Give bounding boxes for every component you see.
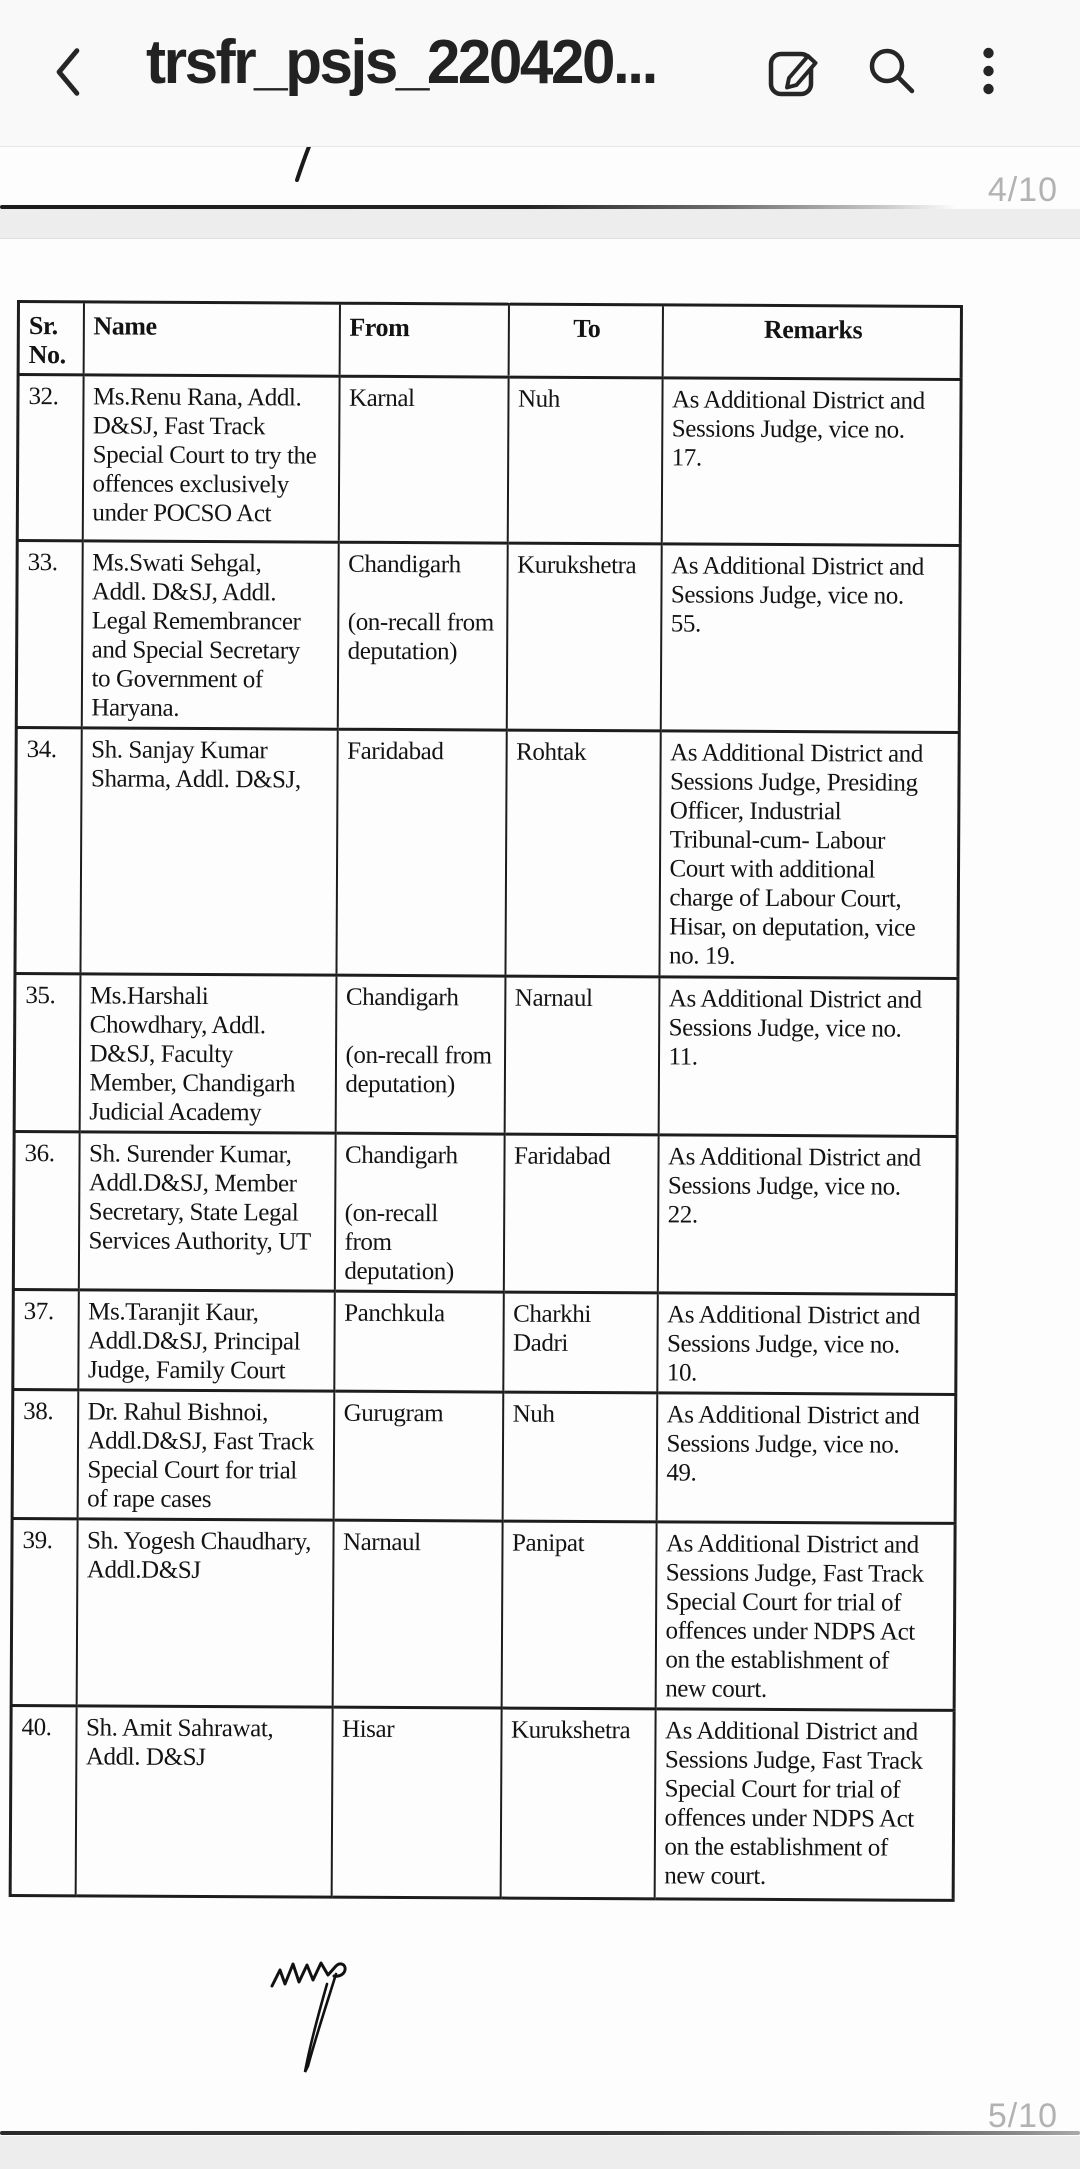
transfer-table	[9, 300, 963, 1902]
app-bar	[0, 0, 1080, 147]
search-button[interactable]	[866, 45, 920, 99]
back-button[interactable]	[52, 44, 84, 100]
cell-remarks: As Additional District and Sessions Judge, vice no. 49.	[656, 1393, 956, 1524]
cell-name: Sh. Amit Sahrawat, Addl. D&SJ	[75, 1706, 332, 1897]
cell-sr: 36.	[13, 1131, 79, 1289]
cell-sr: 38.	[12, 1389, 78, 1518]
cell-from: Gurugram	[333, 1391, 503, 1521]
column-header: Sr. No.	[18, 302, 83, 375]
table-row	[15, 728, 959, 979]
signature-scribble	[268, 1944, 374, 2078]
table-body	[10, 375, 961, 1901]
cell-sr: 40.	[10, 1705, 76, 1895]
page-indicator-5: 5/10	[987, 2097, 1058, 2135]
edit-button[interactable]	[767, 44, 821, 98]
search-icon	[866, 45, 920, 99]
cell-name: Sh. Surender Kumar, Addl.D&SJ, Member Secretary, State Legal Services Authority, UT	[78, 1132, 335, 1291]
table-row	[12, 1389, 956, 1523]
cell-to: Charkhi Dadri	[503, 1292, 658, 1393]
cell-from: Chandigarh (on-recall from deputation)	[337, 542, 507, 730]
cell-to: Narnaul	[504, 976, 659, 1135]
cell-from: Faridabad	[336, 729, 506, 976]
cell-sr: 35.	[14, 973, 80, 1131]
cell-name: Ms.Harshali Chowdhary, Addl. D&SJ, Faculty Member, Chandigarh Judicial Academy	[79, 974, 336, 1133]
cell-from: Karnal	[338, 376, 508, 543]
page-5-edge	[0, 2131, 1080, 2135]
table-row	[17, 375, 961, 546]
table-row	[16, 541, 960, 733]
edit-icon	[767, 44, 821, 98]
cell-to: Kurukshetra	[506, 543, 661, 731]
column-header: Remarks	[662, 305, 961, 380]
cell-name: Sh. Yogesh Chaudhary, Addl.D&SJ	[76, 1519, 333, 1707]
table-header-row	[18, 302, 961, 380]
cell-remarks: As Additional District and Sessions Judge, Presiding Officer, Industrial Tribunal-cum- Labour Court with additional charge of Labour Court, Hisar, on deputation, vice no. 19.	[659, 731, 959, 979]
page-4-edge	[0, 205, 956, 209]
cell-sr: 32.	[17, 375, 83, 541]
pen-stroke-mark	[292, 142, 314, 182]
cell-to: Faridabad	[503, 1134, 658, 1293]
cell-remarks: As Additional District and Sessions Judge, Fast Track Special Court for trial of offences under NDPS Act on the establishment of new court.	[655, 1522, 955, 1711]
cell-name: Dr. Rahul Bishnoi, Addl.D&SJ, Fast Track Special Court for trial of rape cases	[77, 1390, 334, 1520]
page-separator-bottom	[0, 2136, 1080, 2169]
cell-sr: 34.	[15, 728, 81, 974]
menu-button[interactable]	[982, 46, 995, 96]
column-header: From	[339, 303, 508, 377]
table-row	[14, 973, 958, 1136]
chevron-left-icon	[52, 44, 84, 100]
cell-remarks: As Additional District and Sessions Judge, vice no. 10.	[657, 1293, 957, 1395]
cell-to: Nuh	[502, 1392, 657, 1522]
cell-name: Sh. Sanjay Kumar Sharma, Addl. D&SJ,	[80, 728, 337, 975]
cell-from: Chandigarh (on-recall from deputation)	[334, 1133, 504, 1292]
document-title: trsfr_psjs_220420...	[146, 28, 656, 97]
cell-remarks: As Additional District and Sessions Judge, vice no. 55.	[660, 544, 960, 733]
cell-remarks: As Additional District and Sessions Judge, vice no. 11.	[658, 977, 958, 1137]
cell-to: Rohtak	[505, 730, 660, 977]
cell-name: Ms.Swati Sehgal, Addl. D&SJ, Addl. Legal Remembrancer and Special Secretary to Government of Haryana.	[81, 541, 338, 729]
cell-from: Hisar	[331, 1707, 501, 1898]
cell-sr: 33.	[16, 541, 82, 728]
cell-to: Panipat	[501, 1521, 656, 1709]
cell-from: Chandigarh (on-recall from deputation)	[335, 975, 505, 1134]
cell-name: Ms.Renu Rana, Addl. D&SJ, Fast Track Special Court to try the offences exclusively under POCSO Act	[82, 375, 339, 542]
page-separator	[0, 209, 1080, 239]
cell-sr: 37.	[13, 1289, 79, 1389]
table-row	[13, 1289, 957, 1394]
cell-from: Panchkula	[334, 1291, 504, 1392]
table-row	[10, 1705, 954, 1900]
cell-remarks: As Additional District and Sessions Judge, vice no. 22.	[657, 1135, 957, 1295]
table-row	[11, 1518, 955, 1710]
cell-remarks: As Additional District and Sessions Judge, Fast Track Special Court for trial of offences under NDPS Act on the establishment of new court.	[654, 1709, 954, 1901]
column-header: To	[508, 304, 662, 378]
cell-to: Nuh	[507, 377, 662, 544]
cell-from: Narnaul	[332, 1520, 502, 1708]
more-vertical-icon	[982, 46, 995, 96]
column-header: Name	[83, 302, 339, 376]
table-row	[13, 1131, 957, 1294]
cell-remarks: As Additional District and Sessions Judge, vice no. 17.	[661, 378, 961, 546]
page-indicator-4: 4/10	[987, 171, 1058, 209]
cell-to: Kurukshetra	[500, 1708, 655, 1899]
cell-name: Ms.Taranjit Kaur, Addl.D&SJ, Principal Judge, Family Court	[78, 1290, 335, 1391]
cell-sr: 39.	[11, 1518, 77, 1705]
